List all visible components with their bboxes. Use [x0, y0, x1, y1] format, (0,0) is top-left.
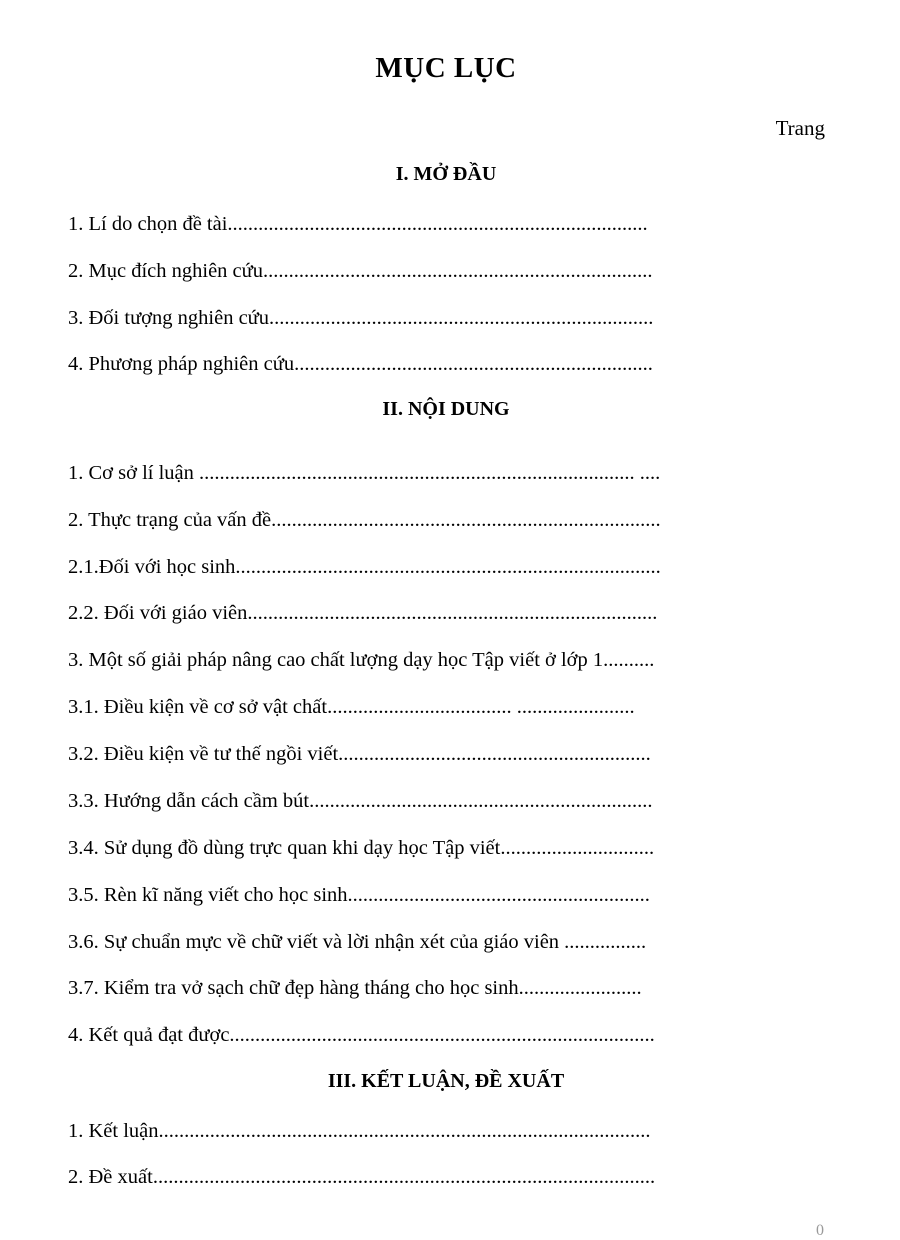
toc-entry: 3.3. Hướng dẫn cách cầm bút................................................................... [68, 790, 653, 812]
toc-entry: 4. Kết quả đạt được................................................................................... [68, 1024, 655, 1046]
toc-entry: 2. Mục đích nghiên cứu............................................................................ [68, 260, 653, 282]
toc-entry: 2. Thực trạng của vấn đề............................................................................ [68, 509, 661, 531]
toc-entry: 4. Phương pháp nghiên cứu...................................................................... [68, 353, 653, 375]
toc-entry: 3.1. Điều kiện về cơ sở vật chất.................................... ....................... [68, 696, 635, 718]
toc-entry: 3.7. Kiểm tra vở sạch chữ đẹp hàng tháng cho học sinh........................ [68, 977, 642, 999]
toc-entry: 3. Đối tượng nghiên cứu........................................................................... [68, 307, 654, 329]
section-heading-intro: I. MỞ ĐẦU [395, 163, 497, 185]
toc-entry: 2.2. Đối với giáo viên................................................................................ [68, 602, 658, 624]
section-heading-content: II. NỘI DUNG [382, 398, 510, 420]
toc-entry: 3.6. Sự chuẩn mực về chữ viết và lời nhận xét của giáo viên ................ [68, 931, 647, 953]
toc-entry: 3.2. Điều kiện về tư thế ngồi viết............................................................. [68, 743, 651, 765]
toc-entry: 1. Cơ sở lí luận ..................................................................................... .... [68, 462, 661, 484]
toc-entry: 3.5. Rèn kĩ năng viết cho học sinh........................................................... [68, 884, 650, 906]
page-title: MỤC LỤC [375, 52, 517, 84]
toc-entry: 2. Đề xuất.................................................................................................. [68, 1166, 656, 1188]
toc-entry: 3. Một số giải pháp nâng cao chất lượng dạy học Tập viết ở lớp 1.......... [68, 649, 655, 671]
toc-entry: 2.1.Đối với học sinh................................................................................... [68, 556, 661, 578]
section-heading-conclusion: III. KẾT LUẬN, ĐỀ XUẤT [327, 1070, 565, 1092]
toc-entry: 3.4. Sử dụng đồ dùng trực quan khi dạy học Tập viết.............................. [68, 837, 655, 859]
toc-entry: 1. Lí do chọn đề tài.................................................................................. [68, 213, 648, 235]
page-number: 0 [816, 1222, 824, 1239]
page-column-label: Trang [775, 116, 825, 140]
toc-entry: 1. Kết luận................................................................................................ [68, 1120, 651, 1142]
